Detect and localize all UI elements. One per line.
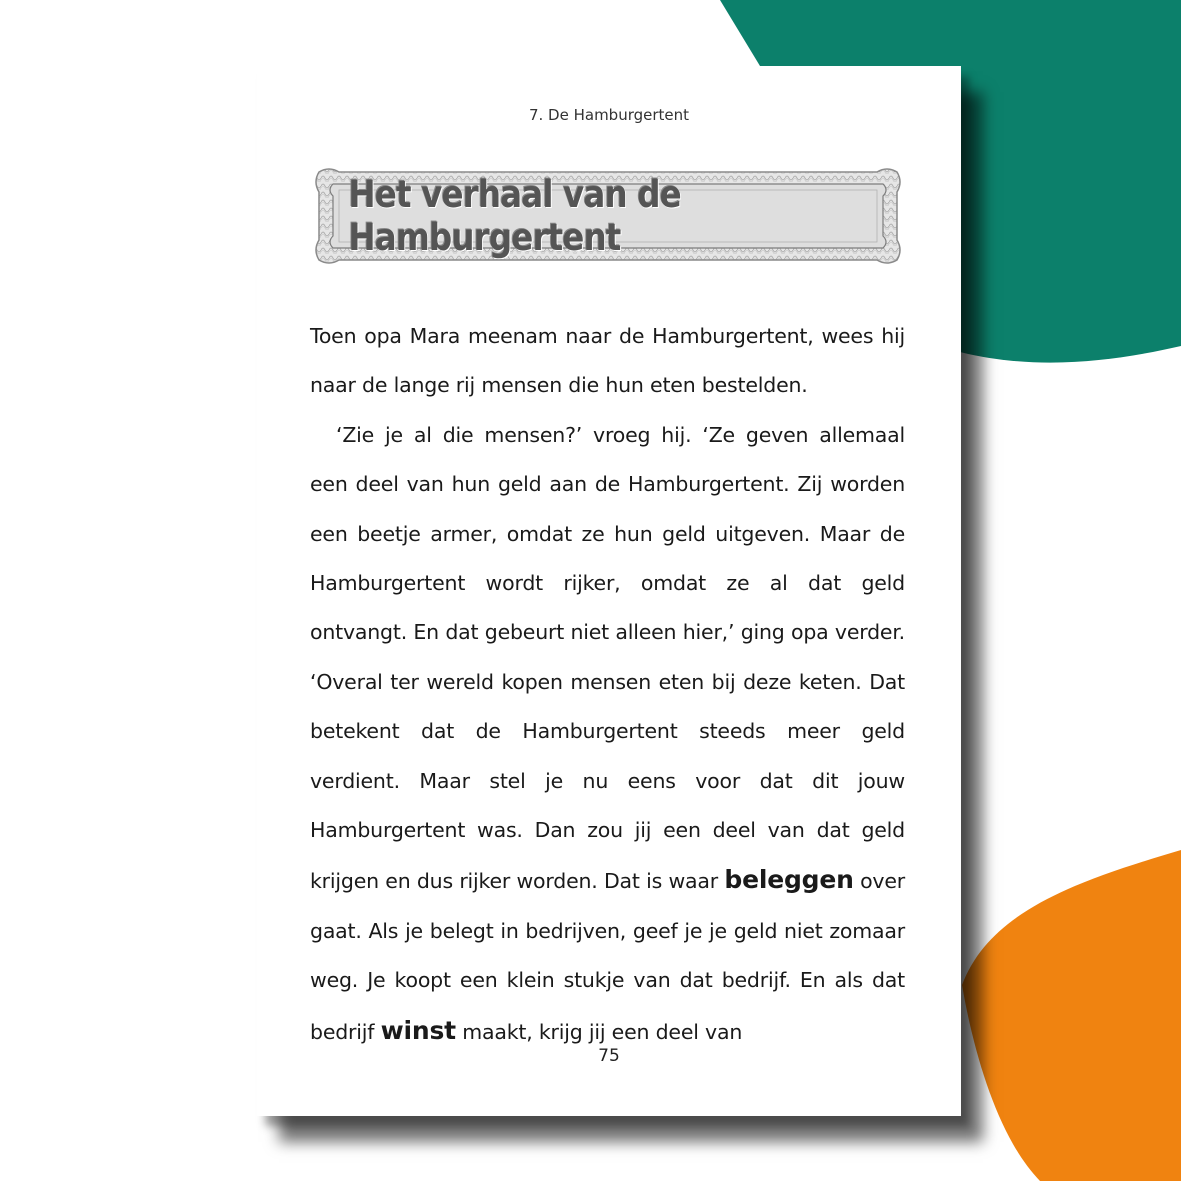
text-segment: ‘Zie je al die mensen?’ vroeg hij. ‘Ze geven allemaal een deel van hun geld aan de Hamburgertent. Zij worden een beetje armer, omdat ze hun geld uitgeven. Maar de Hamburgertent wordt rijker, omdat ze al dat geld ontvangt. En dat gebeurt niet alleen hier,’ ging opa verder. ‘Overal ter wereld kopen mensen eten bij deze keten. Dat betekent dat de Hamburgertent steeds meer geld verdient. Maar stel je nu eens voor dat dit jouw Hamburgertent was. Dan zou jij een deel van dat geld krijgen en dus rijker worden. Dat is waar (310, 422, 905, 894)
paragraph-1 (310, 312, 905, 411)
body-text (310, 312, 905, 1057)
paragraph-2 (310, 411, 905, 1057)
keyword-winst: winst (380, 1015, 456, 1045)
title-banner (313, 166, 903, 266)
text-segment: Toen opa Mara meenam naar de Hamburgertent, wees hij naar de lange rij mensen die hun eten bestelden. (310, 324, 905, 398)
book-page (257, 66, 961, 1116)
keyword-beleggen: beleggen (724, 865, 854, 895)
orange-shape (962, 850, 1181, 1181)
chapter-title: Het verhaal van de Hamburgertent (348, 173, 681, 259)
text-segment: maakt, krijg jij een deel van (455, 1019, 743, 1044)
text-segment: over gaat. Als je belegt in bedrijven, geef je je geld niet zomaar weg. Je koopt een klein stukje van dat bedrijf. En als dat bedrijf (310, 869, 905, 1044)
page-number: 75 (598, 1046, 620, 1066)
running-head: 7. De Hamburgertent (528, 106, 690, 124)
